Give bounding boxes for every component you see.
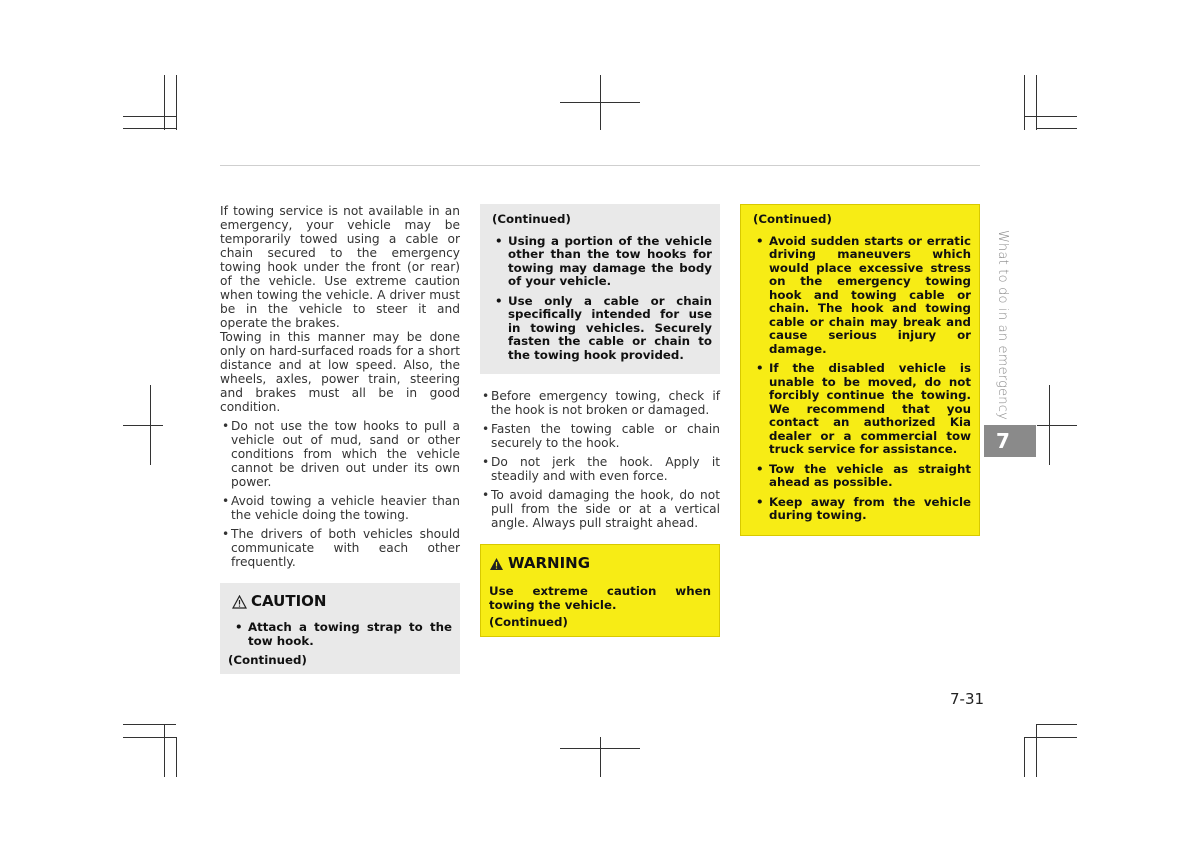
crop-mark [123, 116, 176, 117]
bullet: • [495, 233, 503, 248]
crop-mark [164, 75, 165, 130]
list-item [749, 235, 971, 357]
warning-text: Avoid sudden starts or erratic driving maneuvers which would place excessive stress on the emergency towing hook and towing cable or chain. The hook and towing cable or chain may break and cause serious injury or damage. [769, 233, 971, 356]
bullet: • [756, 494, 764, 509]
caution-text: Attach a towing strap to the tow hook. [248, 620, 452, 648]
bullet: • [482, 389, 490, 403]
list-item [220, 494, 460, 522]
warning-text: Use extreme caution when towing the vehicle. [489, 584, 711, 612]
bullet: • [482, 422, 490, 436]
list-item-text: Do not use the tow hooks to pull a vehicle out of mud, sand or other conditions from which the vehicle cannot be driven out under its own power. [231, 419, 460, 489]
list-item [480, 422, 720, 450]
crop-mark [123, 425, 163, 426]
bullet: • [222, 527, 230, 541]
warning-box [480, 544, 720, 637]
section-title: What to do in an emergency [995, 230, 1010, 420]
crop-mark [600, 737, 601, 777]
crop-mark [560, 748, 640, 749]
column-3 [740, 204, 980, 536]
bullet: • [482, 455, 490, 469]
crop-mark [1036, 724, 1037, 777]
list-item-text: Fasten the towing cable or chain securely to the hook. [491, 422, 720, 450]
caution-text: Using a portion of the vehicle other than the tow hooks for towing may damage the body of your vehicle. [508, 233, 712, 288]
crop-mark [123, 737, 176, 738]
list-item [480, 488, 720, 530]
warning-box-continued [740, 204, 980, 536]
list-item [480, 389, 720, 417]
warning-text: Keep away from the vehicle during towing. [769, 494, 971, 522]
header-rule [220, 165, 980, 166]
crop-mark [1024, 116, 1077, 117]
caution-title-text: CAUTION [251, 592, 327, 611]
chapter-tab: 7 [984, 425, 1036, 457]
crop-mark [1037, 425, 1077, 426]
warning-triangle-icon [489, 557, 504, 571]
warning-text: Tow the vehicle as straight ahead as possible. [769, 461, 971, 489]
continued-label: (Continued) [228, 653, 307, 667]
list-item [749, 463, 971, 490]
list-item [480, 455, 720, 483]
list-item-text: Do not jerk the hook. Apply it steadily and with even force. [491, 455, 720, 483]
caution-box-continued [480, 204, 720, 374]
bullet: • [495, 293, 503, 308]
page-number: 7-31 [950, 690, 985, 708]
caution-text: Use only a cable or chain specifically intended for use in towing vehicles. Securely fasten the cable or chain to the towing hook provided. [508, 293, 712, 362]
crop-mark [1024, 75, 1025, 130]
crop-mark [1036, 724, 1077, 725]
bullet: • [756, 361, 764, 375]
crop-mark [1036, 128, 1077, 129]
crop-mark [123, 724, 176, 725]
crop-mark [560, 102, 640, 103]
intro-paragraph: If towing service is not available in an emergency, your vehicle may be temporarily towed using a cable or chain secured to the emergency towing hook under the front (or rear) of the vehicle. Use extreme caution when towing the vehicle. A driver must be in the vehicle to steer it and operate the brakes. [220, 204, 460, 330]
caution-title [232, 592, 452, 611]
bullet: • [235, 620, 243, 634]
crop-mark [1024, 737, 1077, 738]
crop-mark [176, 75, 177, 130]
crop-mark [1036, 75, 1037, 130]
crop-mark [123, 128, 176, 129]
crop-mark [176, 737, 177, 777]
warning-title-text: WARNING [508, 554, 591, 573]
continued-label: (Continued) [753, 212, 832, 226]
list-item [488, 295, 712, 363]
continued-label: (Continued) [489, 615, 568, 629]
bullet: • [756, 461, 764, 476]
list-item [220, 527, 460, 569]
list-item [488, 235, 712, 289]
intro-paragraph-2: Towing in this manner may be done only on hard-surfaced roads for a short distance and at low speed. Also, the wheels, axles, power train, steering and brakes must all be in good condition. [220, 330, 460, 414]
bullet: • [222, 494, 230, 508]
list-item [220, 419, 460, 489]
crop-mark [1024, 737, 1025, 777]
list-item [228, 621, 452, 648]
list-item-text: Avoid towing a vehicle heavier than the vehicle doing the towing. [231, 494, 460, 522]
list-item-text: The drivers of both vehicles should communicate with each other frequently. [231, 527, 460, 569]
list-item [749, 362, 971, 457]
caution-box [220, 583, 460, 674]
list-item [749, 496, 971, 523]
bullet: • [482, 488, 490, 502]
column-2 [480, 204, 720, 637]
caution-triangle-icon [232, 595, 247, 609]
continued-label: (Continued) [492, 212, 571, 226]
list-item-text: Before emergency towing, check if the hook is not broken or damaged. [491, 389, 720, 417]
warning-text: If the disabled vehicle is unable to be moved, do not forcibly continue the towing. We recommend that you contact an authorized Kia dealer or a commercial tow truck service for assistance. [769, 361, 971, 456]
warning-title [489, 554, 711, 573]
column-1 [220, 204, 460, 674]
bullet: • [222, 419, 230, 433]
bullet: • [756, 233, 764, 248]
crop-mark [164, 724, 165, 777]
list-item-text: To avoid damaging the hook, do not pull from the side or at a vertical angle. Always pull straight ahead. [491, 488, 720, 530]
